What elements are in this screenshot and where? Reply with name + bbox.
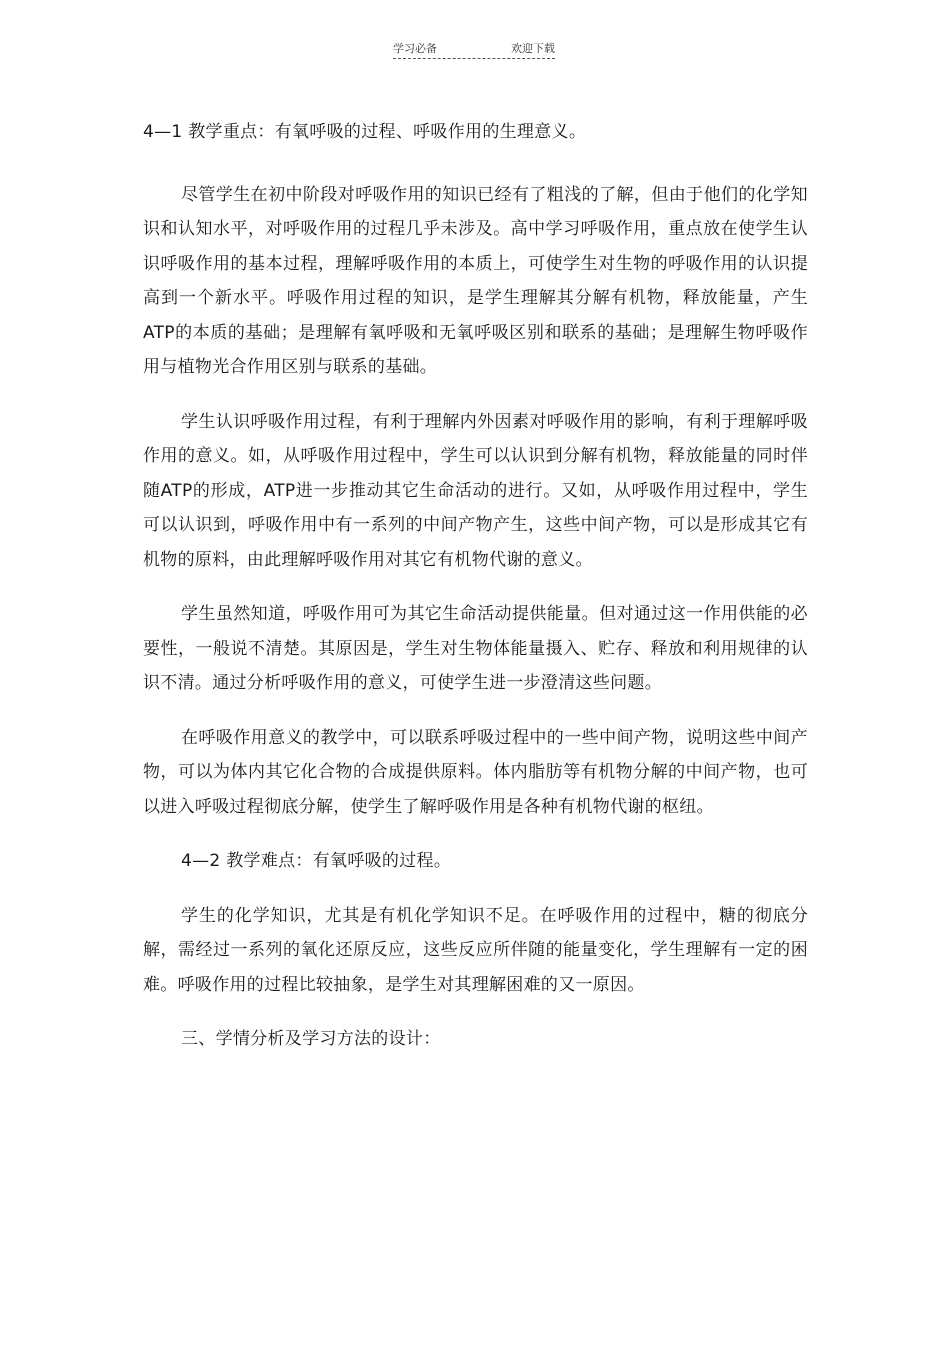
header-left-text: 学习必备 [393,42,437,55]
paragraph-5: 学生的化学知识，尤其是有机化学知识不足。在呼吸作用的过程中，糖的彻底分解，需经过一系列的氧化还原反应，这些反应所伴随的能量变化，学生理解有一定的困难。呼吸作用的过程比较抽象，是学生对其理解困难的又一原因。 [143,905,808,995]
paragraph-2: 学生认识呼吸作用过程，有利于理解内外因素对呼吸作用的影响，有利于理解呼吸作用的意义。如，从呼吸作用过程中，学生可以认识到分解有机物，释放能量的同时伴随ATP的形成，ATP进一步推动其它生命活动的进行。又如，从呼吸作用过程中，学生可以认识到，呼吸作用中有一系列的中间产物产生，这些中间产物，可以是形成其它有机物的原料，由此理解呼吸作用对其它有机物代谢的意义。 [143,411,808,570]
section-heading-key-points: 4—1 教学重点：有氧呼吸的过程、呼吸作用的生理意义。 [143,122,587,142]
paragraph-4: 在呼吸作用意义的教学中，可以联系呼吸过程中的一些中间产物，说明这些中间产物，可以为体内其它化合物的合成提供原料。体内脂肪等有机物分解的中间产物，也可以进入呼吸过程彻底分解，使学生了解呼吸作用是各种有机物代谢的枢纽。 [143,727,808,817]
section-heading-difficulty: 4—2 教学难点：有氧呼吸的过程。 [181,851,452,871]
paragraph-3: 学生虽然知道，呼吸作用可为其它生命活动提供能量。但对通过这一作用供能的必要性，一般说不清楚。其原因是，学生对生物体能量摄入、贮存、释放和利用规律的认识不清。通过分析呼吸作用的意义，可使学生进一步澄清这些问题。 [143,604,808,693]
paragraph-1: 尽管学生在初中阶段对呼吸作用的知识已经有了粗浅的了解，但由于他们的化学知识和认知水平，对呼吸作用的过程几乎未涉及。高中学习呼吸作用，重点放在使学生认识呼吸作用的基本过程，理解呼吸作用的本质上，可使学生对生物的呼吸作用的认识提高到一个新水平。呼吸作用过程的知识，是学生理解其分解有机物，释放能量，产生ATP的本质的基础；是理解有氧呼吸和无氧呼吸区别和联系的基础；是理解生物呼吸作用与植物光合作用区别与联系的基础。 [143,184,808,377]
document-body [143,115,808,1077]
section-heading-analysis: 三、学情分析及学习方法的设计： [181,1029,441,1049]
header-right-text: 欢迎下载 [511,42,555,55]
page-header [393,38,555,59]
